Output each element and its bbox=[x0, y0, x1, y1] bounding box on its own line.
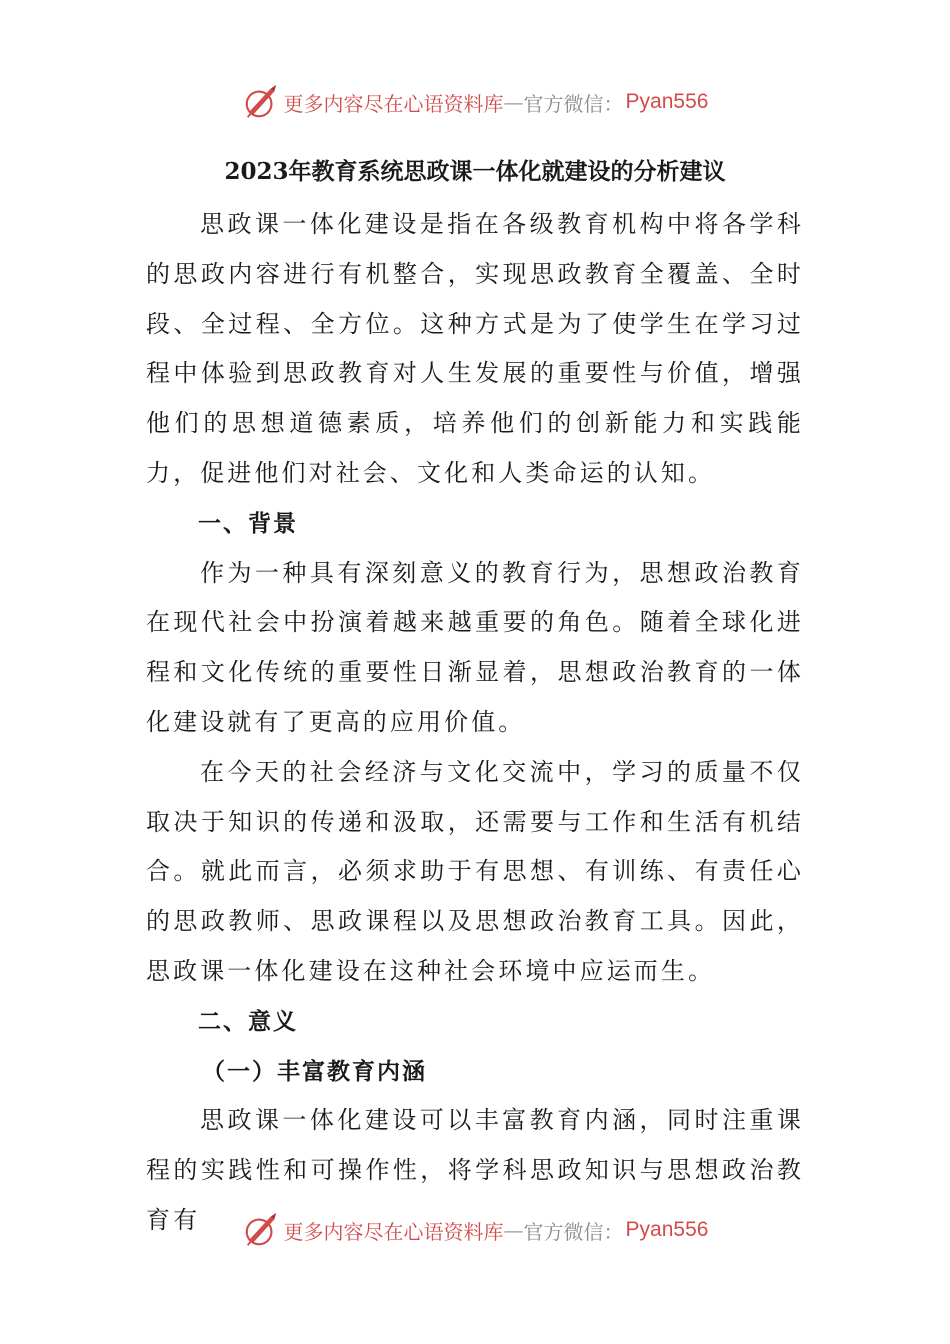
banner-text: 更多内容尽在心语资料库 bbox=[283, 91, 504, 116]
enrich-education-paragraph: 思政课一体化建设可以丰富教育内涵，同时注重课程的实践性和可操作性，将学科思政知识与思想政治教育有 bbox=[146, 1106, 804, 1234]
footer-watermark-banner bbox=[0, 1208, 950, 1252]
background-paragraph-1: 作为一种具有深刻意义的教育行为，思想政治教育在现代社会中扮演着越来越重要的角色。随着全球化进程和文化传统的重要性日渐显着，思想政治教育的一体化建设就有了更高的应用价值。 bbox=[146, 558, 804, 736]
header-watermark-banner bbox=[0, 80, 950, 124]
section-heading-significance: 二、意义 bbox=[198, 1007, 298, 1035]
banner-text: 更多内容尽在心语资料库 bbox=[283, 1219, 504, 1244]
document-title: 2023年教育系统思政课一体化就建设的分析建议 bbox=[224, 158, 726, 185]
intro-paragraph: 思政课一体化建设是指在各级教育机构中将各学科的思政内容进行有机整合，实现思政教育全覆盖、全时段、全过程、全方位。这种方式是为了使学生在学习过程中体验到思政教育对人生发展的重要性与价值，增强他们的思想道德素质，培养他们的创新能力和实践能力，促进他们对社会、文化和人类命运的认知。 bbox=[146, 210, 804, 487]
banner-dash: — bbox=[503, 1218, 524, 1242]
section-heading-background: 一、背景 bbox=[198, 509, 298, 537]
banner-official-label: 官方微信： bbox=[523, 1219, 624, 1244]
quill-logo-icon bbox=[242, 83, 280, 121]
banner-wechat-id: Pyan556 bbox=[625, 90, 709, 113]
banner-wechat-id: Pyan556 bbox=[625, 1218, 709, 1241]
background-paragraph-2: 在今天的社会经济与文化交流中，学习的质量不仅取决于知识的传递和汲取，还需要与工作和生活有机结合。就此而言，必须求助于有思想、有训练、有责任心的思政教师、思政课程以及思想政治教育工具。因此，思政课一体化建设在这种社会环境中应运而生。 bbox=[146, 757, 804, 985]
banner-official-label: 官方微信： bbox=[523, 91, 624, 116]
banner-dash: — bbox=[503, 90, 524, 114]
quill-logo-icon bbox=[242, 1211, 280, 1249]
subheading-enrich-education: （一）丰富教育内涵 bbox=[202, 1057, 427, 1085]
document-body bbox=[146, 150, 804, 1246]
